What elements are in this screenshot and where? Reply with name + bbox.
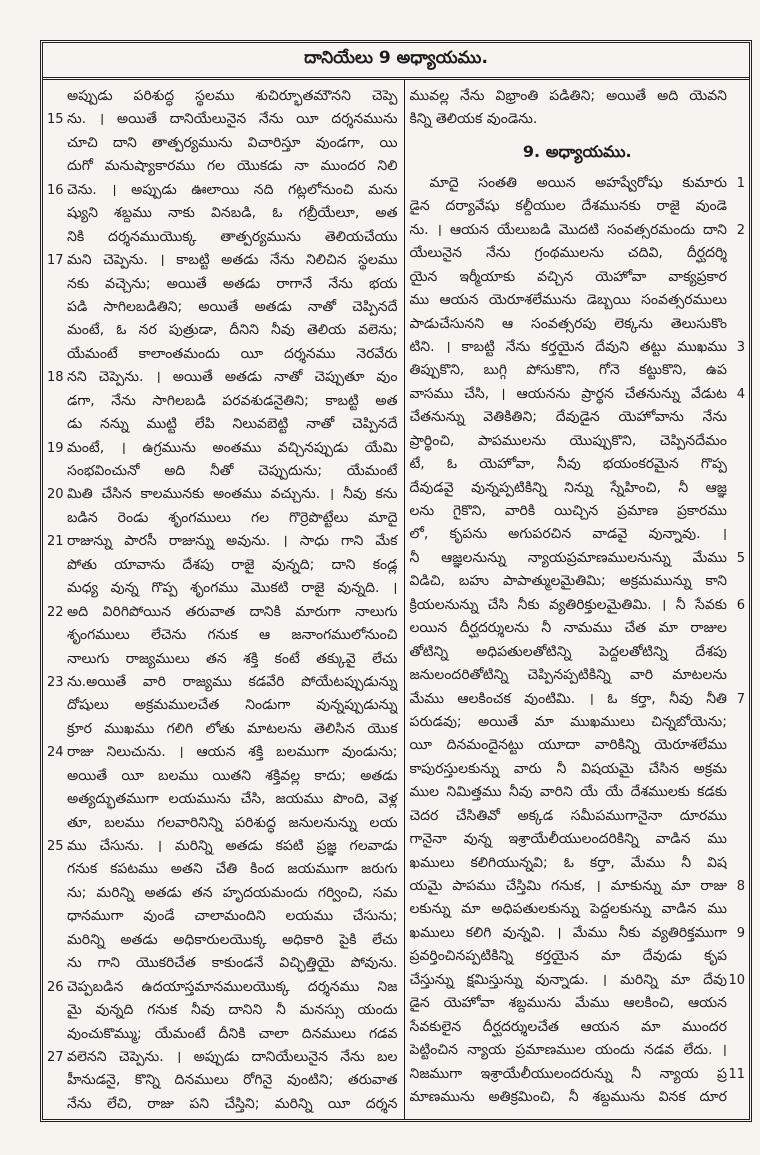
line-text: అత్యద్భుతముగా లయమును చేసి, జయము పొంది, వెళ్ల: [67, 791, 398, 808]
line-text: పరుడవు; అయితే మా ముఖములు చిన్నబోయెను;: [409, 713, 727, 730]
verse-number: [47, 132, 67, 155]
chapter-9-text: [410, 172, 746, 1110]
line-text: దోషులు అక్రమములచేత నిండుగా వున్నప్పుడున్ను: [67, 697, 398, 714]
verse-number: [727, 195, 745, 218]
line-text: పాడుచేసునని ఆ సంవత్సరపు లెక్కను తెలుసుకొం: [409, 315, 727, 332]
verse-number: [727, 711, 745, 734]
text-line: [410, 195, 746, 218]
verse-number: 5: [736, 550, 745, 566]
verse-number: 24: [47, 745, 64, 761]
verse-number: [727, 359, 745, 382]
text-line: [47, 765, 398, 788]
text-line: [410, 85, 746, 108]
line-text: గనుక కపటము అతని చేతి కింద జయముగా జరుగు: [67, 861, 398, 878]
line-text: వుంచుకొమ్ము; యేమంటే దీనికి చాలా దినములు గడవ: [67, 1025, 398, 1042]
text-line: [410, 758, 746, 781]
line-text: టిని. । కాబట్టి నేను కర్తయైన దేవుని తట్టు ముఖము: [409, 338, 727, 355]
verse-number: [47, 694, 67, 717]
line-text: దేవుడవై వున్నప్పటికిన్ని నిన్ను స్నేహించి, నీ ఆజ్ఞ: [409, 479, 727, 496]
left-column: [43, 80, 405, 1119]
line-text: లయిన దీర్ఘదర్శులను నీ నామము చేత మా రాజుల: [409, 620, 727, 637]
line-text: అది విరిగిపోయిన తరువాత దానికి మారుగా నాలుగు: [67, 603, 398, 620]
text-line: [410, 875, 746, 898]
verse-number: 20: [47, 487, 64, 503]
verse-number: [727, 108, 745, 131]
line-text: చూచి దాని తాత్పర్యమును విచారిస్తూ వుండగా, యి: [67, 134, 398, 151]
verse-number: [47, 507, 67, 530]
verse-number: [727, 734, 745, 757]
verse-number: 7: [736, 691, 745, 707]
line-text: రాజు నిలుచును. । ఆయన శక్తి బలముగా వుండును;: [67, 744, 398, 761]
line-text: నేను లేచి, రాజు పని చేస్తిని; మరిన్ని యీ దర్శన: [67, 1095, 398, 1112]
text-line: [410, 477, 746, 500]
text-line: [47, 1046, 398, 1069]
text-line: [410, 781, 746, 804]
verse-number: [47, 296, 67, 319]
text-line: [47, 507, 398, 530]
line-text: మధ్య వున్న గొప్ప శృంగము మొకటి రాజై వున్నది. ।: [67, 580, 398, 597]
page-frame: [40, 40, 752, 1122]
verse-number: [47, 577, 67, 600]
text-line: [47, 413, 398, 436]
line-text: ష్యుని శబ్దము నాకు వినబడి, ఓ గబ్రీయేలూ, అత: [67, 205, 398, 222]
line-text: కాపురస్తులకున్ను వారు నీ విషయమై చేసిన అక్రమ: [409, 760, 727, 777]
verse-number: 26: [47, 979, 64, 995]
text-line: [410, 594, 746, 617]
text-line: [410, 898, 746, 921]
line-text: మంటే, । ఉగ్రమును అంతము వచ్చినప్పుడు యేమి: [67, 439, 398, 456]
verse-number: [47, 765, 67, 788]
line-text: మితి చేసిన కాలమునకు అంతము వచ్చును. । నీవు కను: [67, 486, 398, 503]
line-text: గానైనా వున్న ఇశ్రాయేలీయులందరికిన్ని వాడిన ము: [409, 831, 727, 848]
verse-number: [47, 390, 67, 413]
text-line: [47, 694, 398, 717]
verse-number: 25: [47, 839, 64, 854]
verse-number: [47, 624, 67, 647]
verse-number: [47, 858, 67, 881]
line-text: తూ, బలము గలవారినిన్ని పరిశుద్ధ జనులనున్ను లయ: [67, 814, 398, 831]
verse-number: [47, 413, 67, 436]
text-line: [410, 336, 746, 359]
verse-number: [47, 202, 67, 225]
verse-number: [727, 1039, 745, 1062]
verse-number: 2: [736, 222, 745, 238]
line-text: మేము ఆలకించక వుంటిమి. । ఓ కర్తా, నీవు నీతి: [409, 690, 727, 707]
text-line: [47, 319, 398, 342]
line-text: డైన యెహోవా శబ్దమును మేము ఆలకించి, ఆయన: [409, 995, 727, 1012]
verse-number: [47, 554, 67, 577]
line-text: ను.అయితే వారి రాజ్యము కడవేరి పోయేటప్పుడున్ను: [67, 673, 398, 690]
verse-number: [47, 85, 67, 108]
verse-number: [727, 289, 745, 312]
line-text: రాజున్ను పారసీ రాజున్ను అవును. । సాధు గాని మేక: [67, 533, 398, 550]
text-line: [410, 219, 746, 242]
line-text: ను. । అయితే దానియేలునైన నేను యీ దర్శనమును: [67, 111, 398, 128]
verse-number: [727, 523, 745, 546]
text-line: [47, 1023, 398, 1046]
chapter-8-ending: [410, 85, 746, 132]
line-text: శృంగములు లేచెను గనుక ఆ జనాంగములోనుంచి: [67, 627, 398, 644]
verse-number: [727, 641, 745, 664]
line-text: వాసము చేసి, । ఆయనను ప్రార్థన చేతనున్ను వేడుట: [409, 385, 727, 402]
text-line: [47, 155, 398, 178]
line-text: చెప్పబడిన ఉదయాస్తమానములయొక్క దర్శనము నిజ: [67, 978, 398, 995]
line-text: నీ ఆజ్ఞలనున్ను న్యాయప్రమాణములనున్ను మేము: [409, 549, 727, 566]
line-text: యైన ఇర్మీయాకు వచ్చిన యెహోవా వాక్యప్రకార: [409, 268, 727, 285]
text-line: [410, 711, 746, 734]
verse-number: 19: [47, 440, 64, 456]
verse-number: [727, 266, 745, 289]
text-line: [410, 430, 746, 453]
verse-number: [47, 273, 67, 296]
verse-number: 17: [47, 253, 64, 269]
verse-number: [727, 852, 745, 875]
verse-number: [727, 758, 745, 781]
verse-number: [727, 477, 745, 500]
line-text: ముల నిమిత్తము నీవు వారిని యే యే దేశములకు కడకు: [409, 784, 727, 801]
line-text: చెదర చేసితివో అక్కడ సమీపముగానైనా దూరము: [409, 807, 727, 824]
line-text: యేలునైన నేను గ్రంథములను చదివి, దీర్ఘదర్శి: [409, 245, 727, 262]
line-text: తోటిన్ని అధిపతులతోటిన్ని పెద్దలతోటిన్ని దేశపు: [409, 643, 727, 660]
line-text: నకు వచ్చెను; అయితే అతడు రాగానే నేను భయ: [67, 275, 398, 292]
text-line: [47, 85, 398, 108]
text-line: [47, 882, 398, 905]
text-line: [47, 1069, 398, 1092]
verse-number: [47, 1093, 67, 1116]
text-line: [410, 547, 746, 570]
line-text: వలెనని చెప్పెను. । అప్పుడు దానియేలునైన నేను బల: [67, 1048, 398, 1065]
text-line: [47, 249, 398, 272]
text-line: [47, 718, 398, 741]
line-text: దుగో మనుష్యాకారము గల యొకడు నా ముందర నిలి: [67, 158, 398, 175]
text-line: [47, 202, 398, 225]
line-text: సంభవించునో అది నీతో చెప్పుదును; యేమంటే: [67, 463, 398, 479]
text-line: [410, 313, 746, 336]
text-line: [47, 108, 398, 131]
verse-number: [727, 898, 745, 921]
text-line: [410, 1086, 746, 1109]
verse-number: [727, 570, 745, 593]
verse-number: 10: [728, 972, 745, 988]
line-text: బడిన రెండు శృంగములు గల గొర్రెపొట్టేలు మాదై: [67, 509, 398, 526]
verse-number: [47, 460, 67, 483]
verse-number: 9: [736, 925, 745, 941]
line-text: లకున్ను మా అధిపతులకున్ను పెద్దలకున్ను వాడిన ము: [409, 901, 727, 918]
verse-number: [727, 313, 745, 336]
line-text: అప్పుడు పరిశుద్ధ స్థలము శుచిర్భూతమౌనని చెప్పె: [67, 88, 398, 104]
text-line: [410, 1016, 746, 1039]
line-text: జనులందరితోటిన్ని చెప్పినప్పటికిన్ని వారి మాటలను: [409, 667, 727, 684]
line-text: పోతు యావాను దేశపు రాజై వున్నది; దాని కండ్ల: [67, 556, 398, 573]
text-line: [410, 945, 746, 968]
line-text: ధానముగా వుండే చాలామందిని లయము చేసును;: [67, 908, 398, 925]
verse-number: [47, 1069, 67, 1092]
line-text: పెట్టించిన న్యాయ ప్రమాణముల యందు నడవ లేదు. ।: [409, 1042, 727, 1059]
text-line: [410, 828, 746, 851]
text-line: [410, 664, 746, 687]
line-text: యేమంటే కాలాంతమందు యీ దర్శనము నెరవేరు: [67, 345, 398, 362]
text-line: [410, 1063, 746, 1086]
text-line: [410, 852, 746, 875]
text-line: [47, 835, 398, 858]
text-line: [410, 242, 746, 265]
text-line: [410, 617, 746, 640]
text-line: [47, 273, 398, 296]
verse-number: [727, 1016, 745, 1039]
text-line: [410, 289, 746, 312]
verse-number: [727, 1086, 745, 1109]
text-line: [410, 734, 746, 757]
text-line: [410, 266, 746, 289]
text-line: [47, 671, 398, 694]
verse-number: 21: [47, 534, 64, 550]
text-line: [47, 976, 398, 999]
line-text: పడి సాగిలబడితిని; అయితే అతడు నాతో చెప్పినదే: [67, 298, 398, 315]
right-column: [405, 80, 750, 1119]
verse-number: 3: [736, 339, 745, 355]
line-text: కిన్ని తెలియక వుండెను.: [409, 111, 538, 128]
line-text: ప్రవర్తించినప్పటికిన్ని కర్తయైన మా దేవుడు కృప: [409, 948, 727, 965]
line-text: చేస్తున్ను క్షమిస్తున్ను వున్నాడు. । మరిన్ని మా దేవు: [409, 971, 727, 988]
verse-number: 8: [736, 879, 745, 894]
verse-number: [727, 992, 745, 1015]
text-line: [47, 648, 398, 671]
verse-number: 1: [736, 175, 745, 191]
verse-number: 6: [736, 597, 745, 613]
text-line: [47, 343, 398, 366]
verse-number: [727, 242, 745, 265]
text-line: [47, 601, 398, 624]
verse-number: [47, 1023, 67, 1046]
line-text: తిప్పుకొని, బుగ్గి పోసుకొని, గోనె కట్టుకొని, ఉప: [409, 362, 727, 379]
line-text: మాదై సంతతి అయిన అహష్వేరోషు కుమారు: [429, 174, 727, 191]
line-text: ప్రార్థించి, పాపములను యొప్పుకొని, చెప్పినదేమం: [409, 432, 727, 449]
text-line: [47, 530, 398, 553]
line-text: ఖములు కలిగియున్నవి; ఓ కర్తా, మేము నీ విష: [409, 854, 727, 871]
text-line: [47, 1093, 398, 1116]
text-line: [47, 905, 398, 928]
text-line: [47, 929, 398, 952]
line-text: నాలుగు రాజ్యములు తన శక్తి కంటే తక్కువై లేచు: [67, 650, 398, 667]
line-text: టే, ఓ యెహోవా, నీవు భయంకరమైన గొప్ప: [409, 456, 727, 473]
line-text: డగా, నేను సాగిలబడి పరవశుడనైతిని; కాబట్టి అత: [67, 392, 398, 409]
text-line: [410, 500, 746, 523]
verse-number: [47, 882, 67, 905]
text-line: [410, 359, 746, 382]
line-text: నికి దర్శనముయొక్క తాత్పర్యమును తెలియచేయు: [67, 228, 398, 245]
verse-number: [727, 500, 745, 523]
line-text: మంటే, ఓ నర పుత్రుడా, దీనిని నీవు తెలియ వలెను;: [67, 322, 398, 339]
text-line: [47, 296, 398, 319]
verse-number: 27: [47, 1049, 64, 1065]
line-text: నని చెప్పెను. । అయితే అతడు నాతో చెప్పుతూ వుం: [67, 369, 398, 386]
text-line: [47, 179, 398, 202]
line-text: యమై పాపము చేస్తిమి గనుక, । మాకున్ను మా రాజు: [409, 878, 727, 894]
text-line: [47, 554, 398, 577]
text-line: [47, 132, 398, 155]
line-text: మని చెప్పెను. । కాబట్టి అతడు నేను నిలిచిన స్థలము: [67, 252, 398, 269]
verse-number: [47, 905, 67, 928]
chapter-heading: 9. అధ్యాయము.: [522, 141, 632, 161]
verse-number: [47, 343, 67, 366]
line-text: చేతనున్ను వెతికితిని; దేవుడైన యెహోవాను నేను: [409, 409, 727, 426]
text-line: [410, 805, 746, 828]
verse-number: 4: [736, 386, 745, 402]
verse-number: 15: [47, 112, 64, 128]
line-text: చెను. । అప్పుడు ఊలాయి నది గట్లలోనుంచి మను: [67, 181, 398, 198]
verse-number: [727, 406, 745, 429]
line-text: యీ దినమందైనట్టు యూదా వారికిన్ని యెరూశలేము: [409, 737, 727, 754]
verse-number: [47, 929, 67, 952]
text-line: [47, 460, 398, 483]
verse-number: [727, 617, 745, 640]
verse-number: 11: [728, 1066, 745, 1082]
text-line: [410, 172, 746, 195]
text-line: [410, 992, 746, 1015]
line-text: విడిచి, బహు పాపాత్ములమైతిమి; అక్రమమున్ను కాని: [409, 573, 727, 590]
text-line: [410, 570, 746, 593]
line-text: హీనుడనై, కొన్ని దినములు రోగినై వుంటిని; తరువాత: [67, 1072, 398, 1089]
text-line: [410, 453, 746, 476]
verse-number: 22: [47, 604, 64, 620]
text-line: [410, 969, 746, 992]
verse-number: 16: [47, 182, 64, 198]
line-text: క్రూర ముఖము గలిగి లోతు మాటలను తెలిసిన యొక: [67, 720, 398, 737]
verse-number: [727, 945, 745, 968]
verse-number: [727, 781, 745, 804]
line-text: ము ఆయన యెరూశలేమును డెబ్బయి సంవత్సరములు: [409, 292, 727, 309]
page-title: దానియేలు 9 అధ్యాయము.: [43, 43, 749, 80]
line-text: ను. । ఆయన యేలుబడి మొదటి సంవత్సరమందు దాని: [409, 221, 727, 238]
verse-number: [47, 648, 67, 671]
verse-number: [727, 828, 745, 851]
verse-number: 23: [47, 674, 64, 690]
line-text: మాణమును అతిక్రమించి, నీ శబ్దమును వినక దూర: [409, 1088, 727, 1105]
verse-number: [727, 430, 745, 453]
text-line: [410, 383, 746, 406]
line-text: సేవకులైన దీర్ఘదర్శులచేత ఆయన మా ముందర: [409, 1018, 727, 1035]
line-text: ను గాని యొకరిచేత కాకుండనే విచ్ఛిత్తియై పోవును.: [67, 955, 398, 972]
verse-number: [727, 453, 745, 476]
line-text: మువల్ల నేను విభ్రాంతి పడితిని; అయితే అది యెవని: [409, 88, 727, 104]
line-text: డు నన్ను ముట్టి లేపి నిలువబెట్టి నాతో చెప్పినదే: [67, 416, 398, 433]
verse-number: [47, 226, 67, 249]
text-line: [47, 858, 398, 881]
verse-number: 18: [47, 370, 64, 386]
verse-number: [727, 664, 745, 687]
text-line: [47, 812, 398, 835]
verse-number: [47, 999, 67, 1022]
text-line: [47, 577, 398, 600]
line-text: క్రియలనున్ను చేసి నీకు వ్యతిరిక్తులమైతిమి. । నీ సేవకు: [409, 596, 727, 613]
line-text: ను; మరిన్ని అతడు తన హృదయమందు గర్వించి, సమ: [67, 884, 398, 901]
text-line: [410, 688, 746, 711]
line-text: నిజముగా ఇశ్రాయేలీయులందరున్ను నీ న్యాయ ప్ర: [409, 1065, 727, 1082]
verse-number: [47, 788, 67, 811]
text-line: [47, 390, 398, 413]
text-line: [47, 437, 398, 460]
line-text: మరిన్ని అతడు అధికారులయొక్క అధికారి పైకి లేచు: [67, 931, 398, 948]
text-line: [410, 922, 746, 945]
text-line: [47, 366, 398, 389]
text-columns: [43, 80, 749, 1119]
line-text: ఖములు కలిగి వున్నవి. । మేము నీకు వ్యతిరిక్తముగా: [409, 924, 727, 941]
line-text: అయితే యీ బలము యితని శక్తివల్ల కాదు; అతడు: [67, 767, 398, 784]
text-line: [47, 788, 398, 811]
text-line: [47, 624, 398, 647]
line-text: ము చేసును. । మరిన్ని అతడు కపటి ప్రజ్ఞ గలవాడు: [67, 838, 398, 854]
text-line: [410, 108, 746, 131]
line-text: మై వున్నది గనుక నీవు దానిని నీ మనస్సు యందు: [67, 1002, 398, 1019]
verse-number: [47, 718, 67, 741]
verse-number: [47, 319, 67, 342]
text-line: [410, 1039, 746, 1062]
text-line: [410, 523, 746, 546]
text-line: [410, 641, 746, 664]
text-line: [47, 483, 398, 506]
verse-number: [727, 85, 745, 108]
line-text: లో, కృపను అగుపరచిన వాడవై వున్నావు. ।: [409, 526, 727, 543]
verse-number: [47, 155, 67, 178]
text-line: [47, 741, 398, 764]
text-line: [47, 999, 398, 1022]
verse-number: [727, 805, 745, 828]
text-line: [47, 952, 398, 975]
line-text: డైన దర్యావేషు కల్దీయుల దేశమునకు రాజై వుండె: [409, 198, 727, 215]
verse-number: [47, 952, 67, 975]
verse-number: [47, 812, 67, 835]
text-line: [410, 406, 746, 429]
line-text: లను గైకొని, వారికి యిచ్చిన ప్రమాణ ప్రకారము: [409, 503, 727, 519]
text-line: [47, 226, 398, 249]
